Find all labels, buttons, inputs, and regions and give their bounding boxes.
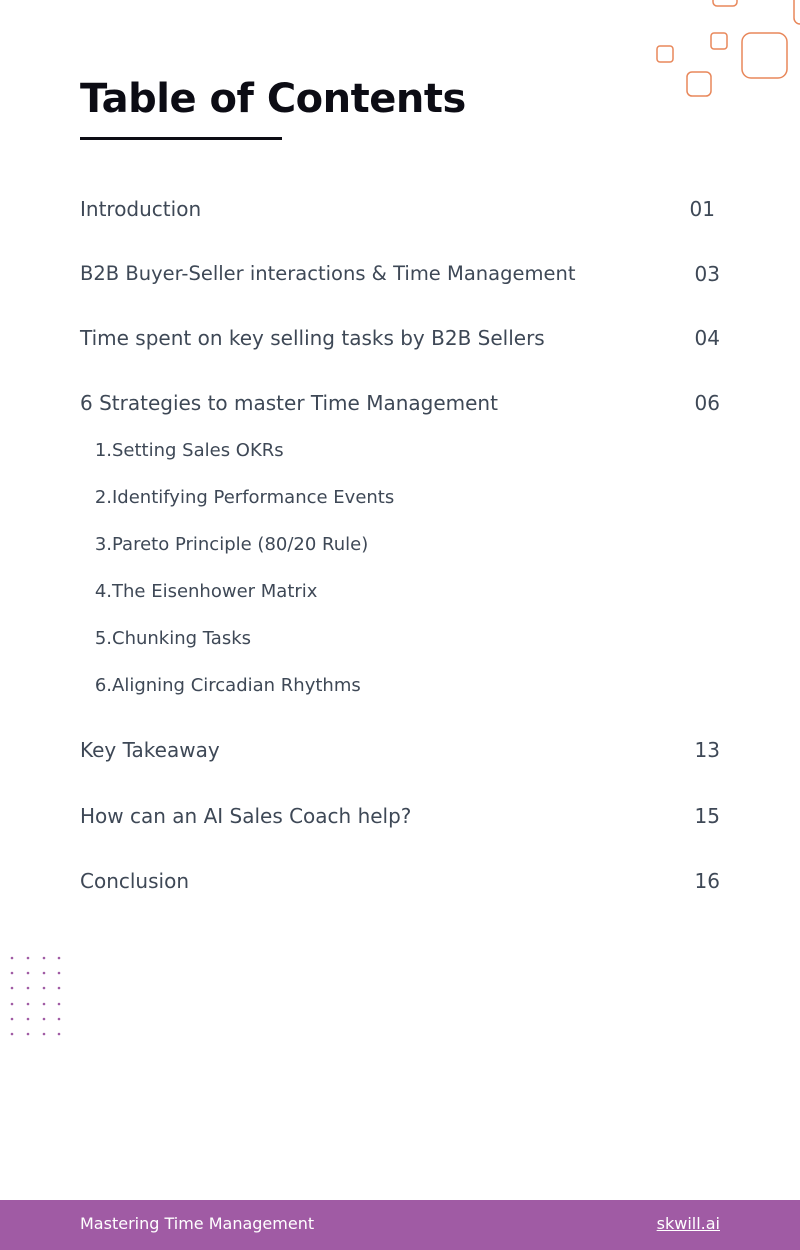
page-title: Table of Contents bbox=[80, 76, 466, 122]
dot-grid-decoration-icon bbox=[0, 950, 70, 1040]
footer-document-title: Mastering Time Management bbox=[80, 1214, 315, 1233]
toc-sub-item-label: Aligning Circadian Rhythms bbox=[112, 675, 361, 696]
toc-sub-item-number: 2. bbox=[94, 487, 112, 508]
toc-entry-label: Introduction bbox=[80, 197, 202, 221]
toc-sub-item-label: Chunking Tasks bbox=[112, 628, 251, 649]
toc-sub-item-number: 4. bbox=[94, 581, 112, 602]
toc-entry-page: 04 bbox=[694, 326, 720, 350]
toc-entry-page: 13 bbox=[694, 738, 720, 762]
toc-sub-item-number: 5. bbox=[94, 628, 112, 649]
toc-sub-item-label: Setting Sales OKRs bbox=[112, 440, 284, 461]
title-underline bbox=[80, 137, 282, 140]
toc-sub-item[interactable] bbox=[80, 627, 580, 651]
page-footer bbox=[0, 1200, 800, 1250]
toc-sub-item-label: Identifying Performance Events bbox=[112, 487, 395, 508]
toc-entry-page: 16 bbox=[694, 869, 720, 893]
toc-entry-page: 06 bbox=[694, 391, 720, 415]
toc-entry-label: 6 Strategies to master Time Management bbox=[80, 391, 498, 415]
footer-website-link[interactable]: skwill.ai bbox=[656, 1214, 720, 1233]
toc-sub-item-number: 3. bbox=[94, 534, 112, 555]
toc-entry-label: Key Takeaway bbox=[80, 738, 220, 762]
toc-entry-page: 15 bbox=[694, 804, 720, 828]
toc-entry-page: 01 bbox=[689, 197, 715, 221]
toc-sub-item[interactable] bbox=[80, 674, 580, 698]
toc-entry-label: B2B Buyer-Seller interactions & Time Management bbox=[80, 262, 576, 285]
toc-sub-item-number: 6. bbox=[94, 675, 112, 696]
toc-sub-item-label: Pareto Principle (80/20 Rule) bbox=[112, 534, 369, 555]
toc-entry-label: Time spent on key selling tasks by B2B Sellers bbox=[80, 326, 545, 350]
rounded-squares-decoration-icon bbox=[640, 0, 800, 100]
toc-sub-item-label: The Eisenhower Matrix bbox=[112, 581, 318, 602]
toc-sub-item[interactable] bbox=[80, 533, 580, 557]
toc-sub-item-number: 1. bbox=[94, 440, 112, 461]
toc-entry-label: Conclusion bbox=[80, 869, 189, 893]
toc-sub-item[interactable] bbox=[80, 439, 580, 463]
toc-sub-item[interactable] bbox=[80, 580, 580, 604]
toc-entry-page: 03 bbox=[694, 262, 720, 286]
toc-sub-item[interactable] bbox=[80, 486, 580, 510]
toc-entry-label: How can an AI Sales Coach help? bbox=[80, 804, 412, 828]
